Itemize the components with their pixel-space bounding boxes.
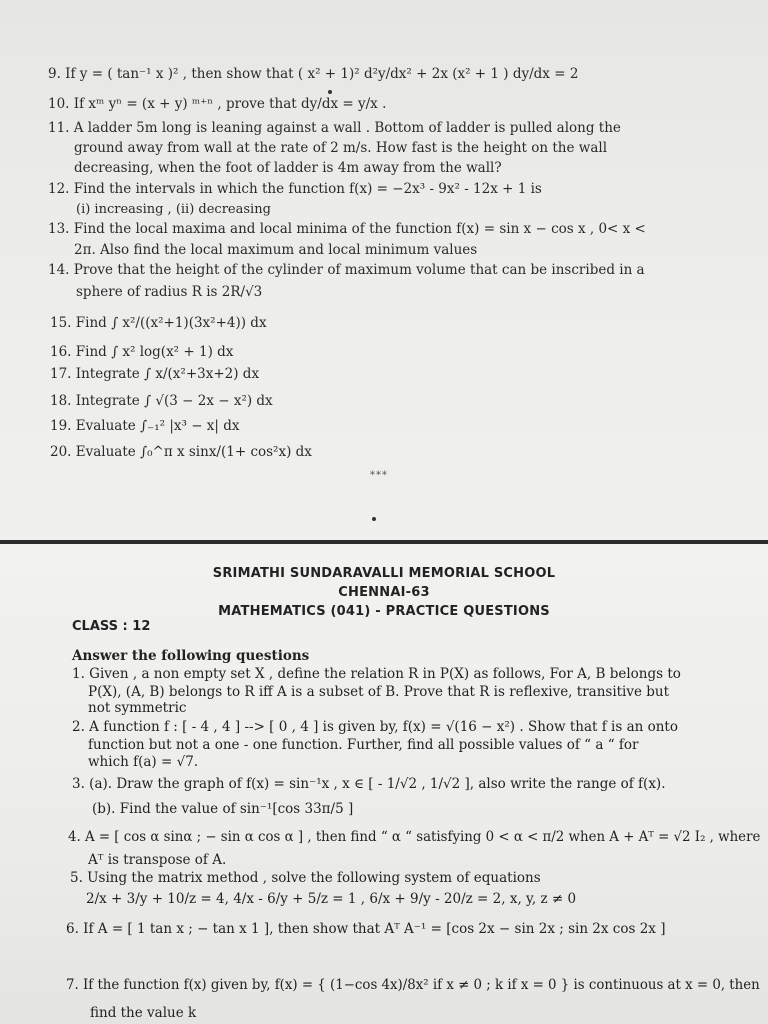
instructions-heading: Answer the following questions bbox=[72, 648, 310, 664]
question-13-line-2: 2π. Also find the local maximum and local minimum values bbox=[74, 242, 478, 258]
question-19: 19. Evaluate ∫₋₁² |x³ − x| dx bbox=[50, 418, 240, 434]
question-11-line-1: 11. A ladder 5m long is leaning against a wall . Bottom of ladder is pulled along the bbox=[48, 120, 621, 136]
question-2-line-2: function but not a one - one function. Further, find all possible values of “ a “ for bbox=[88, 737, 639, 753]
question-20: 20. Evaluate ∫₀^π x sinx/(1+ cos²x) dx bbox=[50, 444, 312, 460]
question-15: 15. Find ∫ x²/((x²+1)(3x²+4)) dx bbox=[50, 315, 267, 331]
question-18: 18. Integrate ∫ √(3 − 2x − x²) dx bbox=[50, 393, 273, 409]
question-9: 9. If y = ( tan⁻¹ x )² , then show that ( x² + 1)² d²y/dx² + 2x (x² + 1 ) dy/dx = 2 bbox=[48, 66, 579, 82]
school-city: CHENNAI-63 bbox=[338, 585, 430, 600]
question-7-line-1: 7. If the function f(x) given by, f(x) = { (1−cos 4x)/8x² if x ≠ 0 ; k if x = 0 } is continuous at x = 0, then bbox=[66, 977, 760, 993]
question-3-part-a: 3. (a). Draw the graph of f(x) = sin⁻¹x , x ∈ [ - 1/√2 , 1/√2 ], also write the range of f(x). bbox=[72, 776, 666, 792]
question-12-line-1: 12. Find the intervals in which the function f(x) = −2x³ - 9x² - 12x + 1 is bbox=[48, 181, 542, 197]
question-1-line-2: P(X), (A, B) belongs to R iff A is a subset of B. Prove that R is reflexive, transitive but bbox=[88, 684, 670, 700]
question-1-line-1: 1. Given , a non empty set X , define the relation R in P(X) as follows, For A, B belongs to bbox=[72, 666, 681, 682]
question-7-line-2: find the value k bbox=[90, 1005, 197, 1021]
class-label: CLASS : 12 bbox=[72, 619, 151, 634]
question-5-line-1: 5. Using the matrix method , solve the following system of equations bbox=[70, 870, 541, 886]
question-13-line-1: 13. Find the local maxima and local minima of the function f(x) = sin x − cos x , 0< x < bbox=[48, 221, 646, 237]
question-3-part-b: (b). Find the value of sin⁻¹[cos 33π/5 ] bbox=[92, 801, 354, 817]
question-2-line-1: 2. A function f : [ - 4 , 4 ] --> [ 0 , 4 ] is given by, f(x) = √(16 − x²) . Show that f is an onto bbox=[72, 719, 678, 735]
question-14-line-2: sphere of radius R is 2R/√3 bbox=[76, 284, 263, 300]
question-4-line-2: Aᵀ is transpose of A. bbox=[88, 852, 227, 868]
question-10: 10. If xᵐ yⁿ = (x + y) ᵐ⁺ⁿ , prove that dy/dx = y/x . bbox=[48, 96, 387, 112]
ink-dot bbox=[328, 90, 332, 94]
question-11-line-2: ground away from wall at the rate of 2 m/s. How fast is the height on the wall bbox=[74, 140, 608, 156]
ink-dot bbox=[372, 517, 376, 521]
question-6: 6. If A = [ 1 tan x ; − tan x 1 ], then show that Aᵀ A⁻¹ = [cos 2x − sin 2x ; sin 2x cos 2x ] bbox=[66, 921, 666, 937]
subject-title: MATHEMATICS (041) - PRACTICE QUESTIONS bbox=[218, 604, 550, 619]
question-4-line-1: 4. A = [ cos α sinα ; − sin α cos α ] , then find “ α “ satisfying 0 < α < π/2 when A + Aᵀ = √2 I₂ , where bbox=[68, 829, 761, 845]
question-16: 16. Find ∫ x² log(x² + 1) dx bbox=[50, 344, 234, 360]
question-5-equations: 2/x + 3/y + 10/z = 4, 4/x - 6/y + 5/z = 1 , 6/x + 9/y - 20/z = 2, x, y, z ≠ 0 bbox=[86, 891, 577, 907]
question-2-line-3: which f(a) = √7. bbox=[88, 754, 199, 770]
end-of-section-mark: *** bbox=[370, 470, 388, 481]
question-11-line-3: decreasing, when the foot of ladder is 4m away from the wall? bbox=[74, 160, 502, 176]
question-12-line-2: (i) increasing , (ii) decreasing bbox=[76, 202, 271, 217]
question-14-line-1: 14. Prove that the height of the cylinder of maximum volume that can be inscribed in a bbox=[48, 262, 645, 278]
school-name: SRIMATHI SUNDARAVALLI MEMORIAL SCHOOL bbox=[212, 566, 556, 581]
question-17: 17. Integrate ∫ x/(x²+3x+2) dx bbox=[50, 366, 260, 382]
question-1-line-3: not symmetric bbox=[88, 700, 187, 716]
